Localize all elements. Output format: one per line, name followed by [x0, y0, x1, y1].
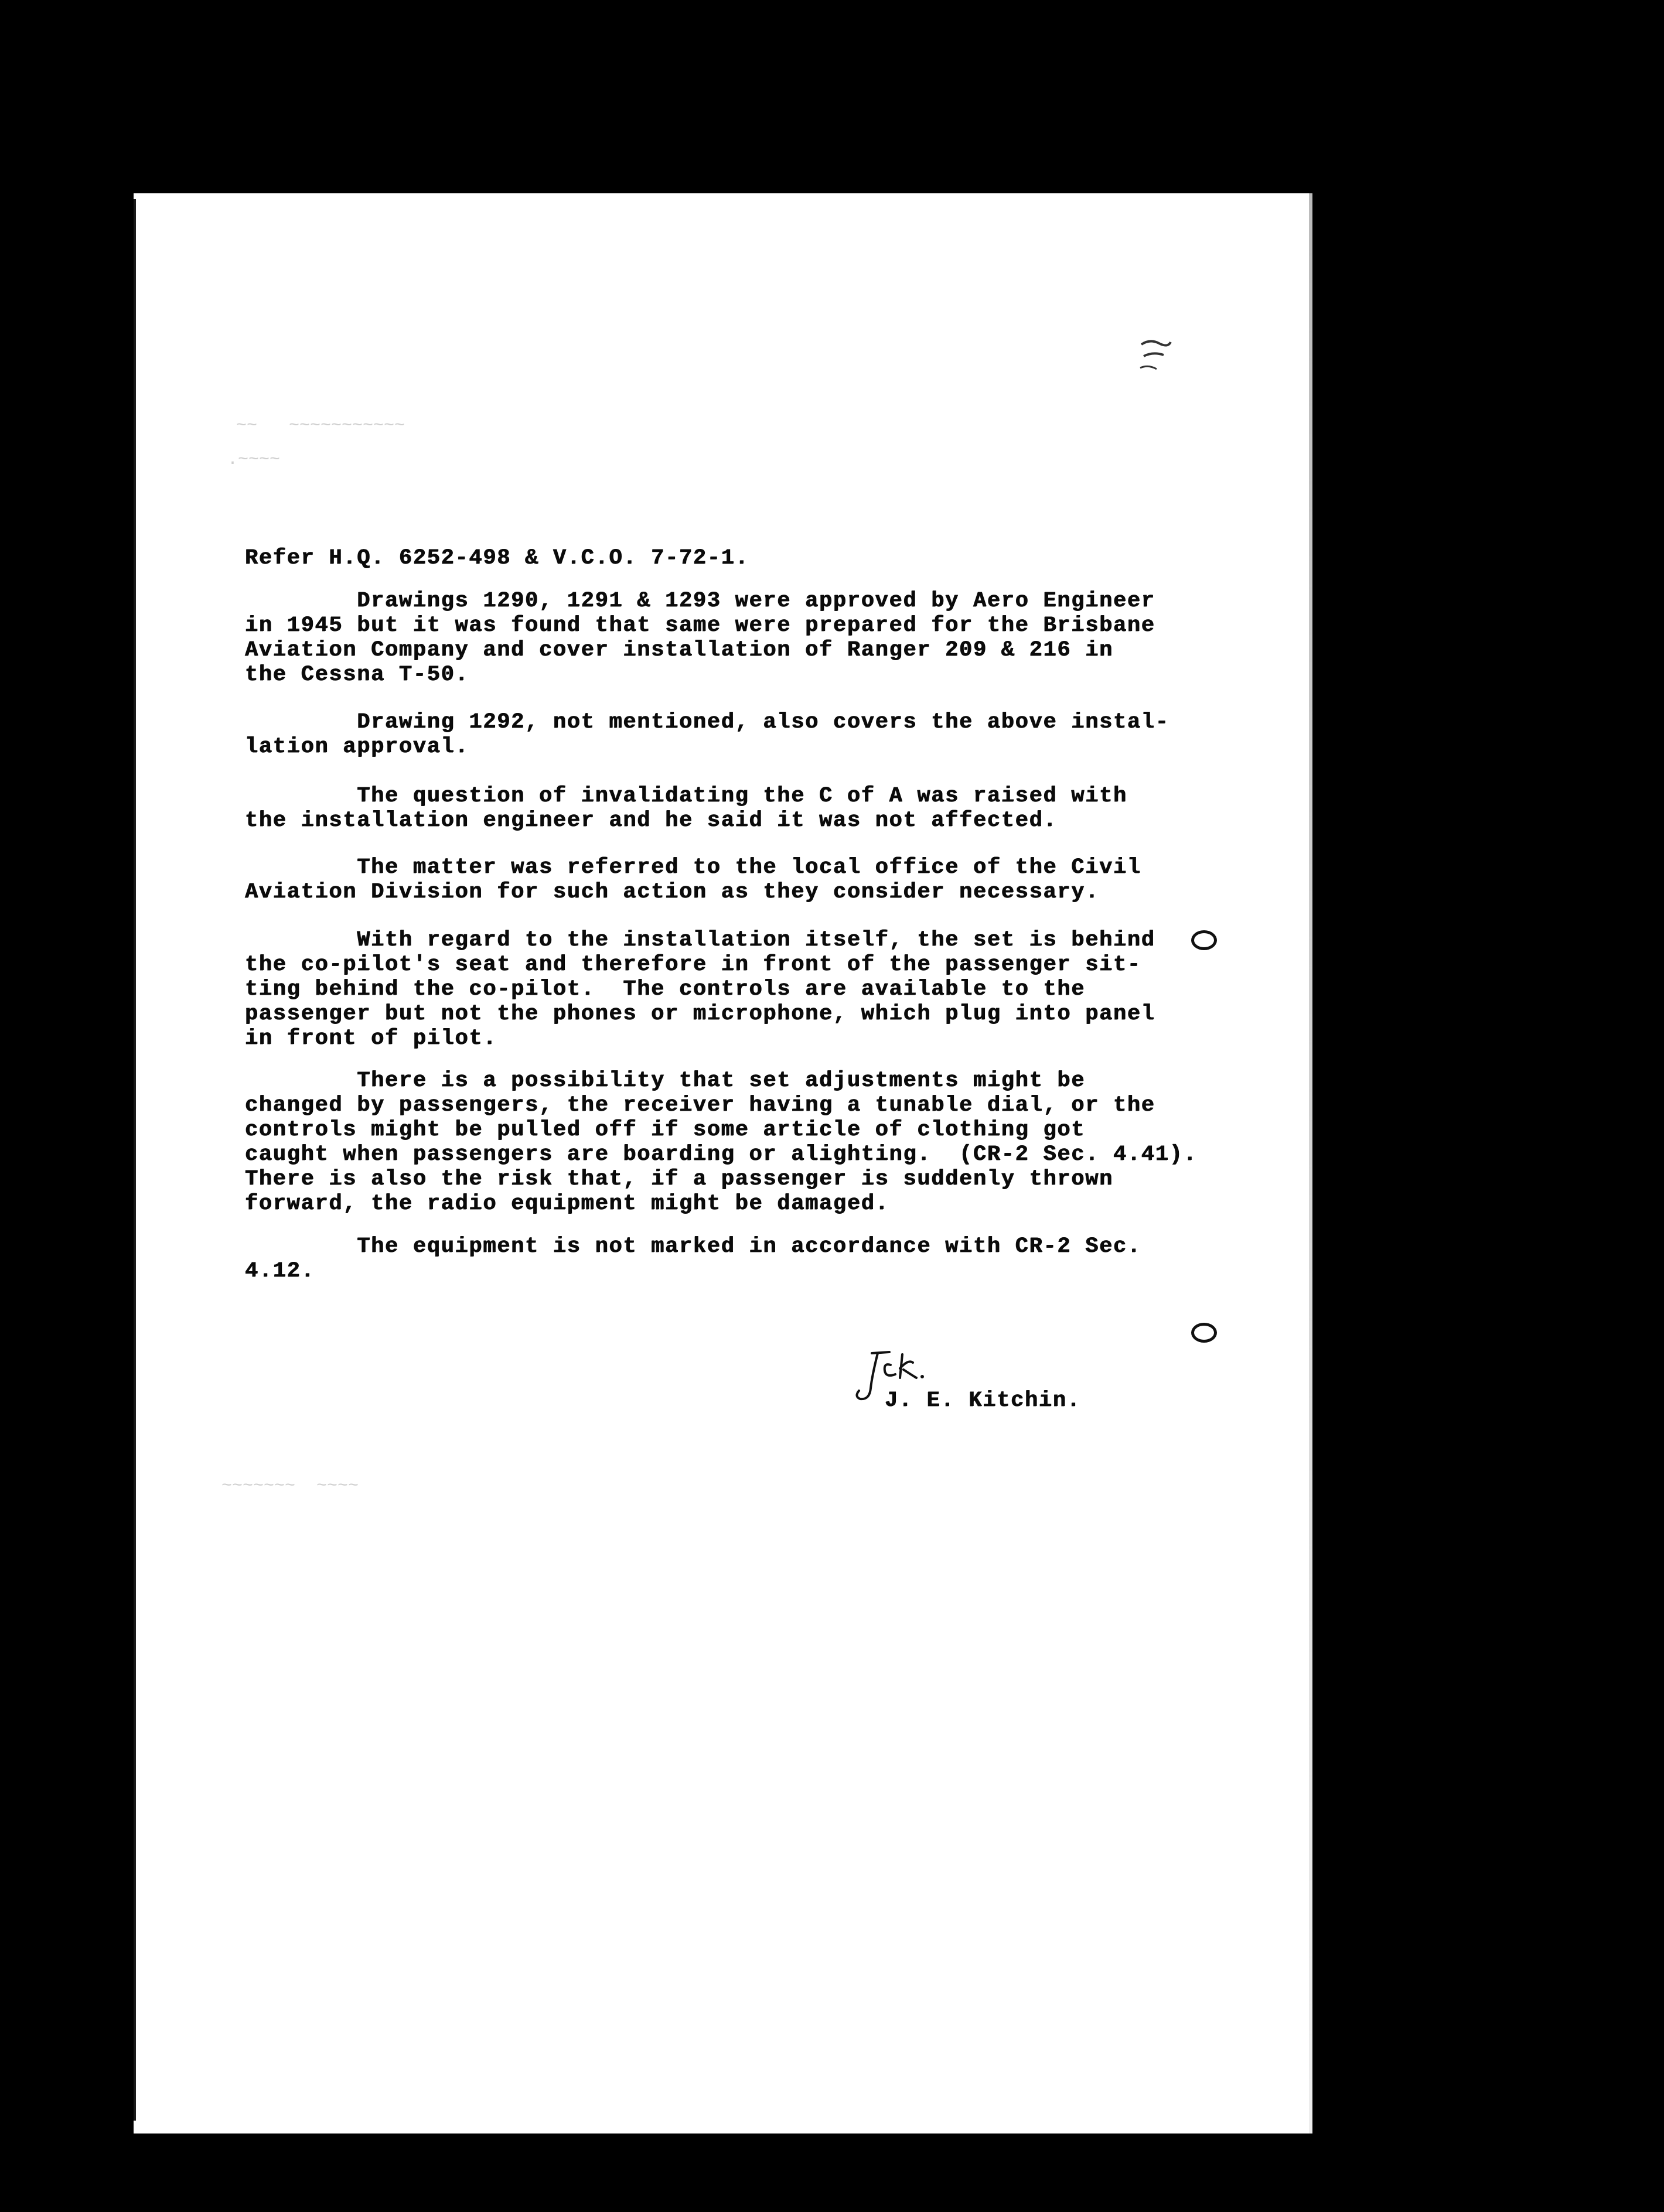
paragraph-drawing-1292: Drawing 1292, not mentioned, also covers the above instal- lation approval.: [245, 710, 1169, 759]
show-through-text: .~~~~: [227, 450, 281, 470]
punch-hole: [1191, 1323, 1217, 1343]
paragraph-drawings-approval: Drawings 1290, 1291 & 1293 were approved by Aero Engineer in 1945 but it was found that same were prepared for the Brisbane Aviation Company and cover installation of Ranger 209 & 216 in the Cessna T-50.: [245, 589, 1155, 687]
paragraph-risks: There is a possibility that set adjustments might be changed by passengers, the receiver having a tunable dial, or the controls might be pulled off if some article of clothing got caught when passengers are boarding or alighting. (CR-2 Sec. 4.41). There is also the risk that, if a passenger is suddenly thrown forward, the radio equipment might be damaged.: [245, 1069, 1198, 1216]
paragraph-installation: With regard to the installation itself, the set is behind the co-pilot's seat and therefore in front of the passenger sit- ting behind the co-pilot. The controls are available to the passenger but not the phones or microphone, which plug into panel in front of pilot.: [245, 928, 1155, 1051]
show-through-text: ~~ ~~~~~~~~~~~: [236, 416, 405, 436]
paragraph-c-of-a: The question of invalidating the C of A was raised with the installation engineer and he said it was not affected.: [245, 784, 1127, 833]
reference-line: Refer H.Q. 6252-498 & V.C.O. 7-72-1.: [245, 546, 749, 571]
document-page: [134, 193, 1312, 2134]
punch-hole: [1191, 930, 1217, 950]
corner-mark: [1136, 334, 1177, 375]
show-through-text: ~~~~~~~ ~~~~: [221, 1476, 359, 1496]
paragraph-referral: The matter was referred to the local office of the Civil Aviation Division for such action as they consider necessary.: [245, 855, 1141, 904]
paragraph-marking: The equipment is not marked in accordance with CR-2 Sec. 4.12.: [245, 1234, 1141, 1283]
page-edge: [1309, 193, 1312, 2134]
signatory-name: J. E. Kitchin.: [885, 1388, 1081, 1413]
